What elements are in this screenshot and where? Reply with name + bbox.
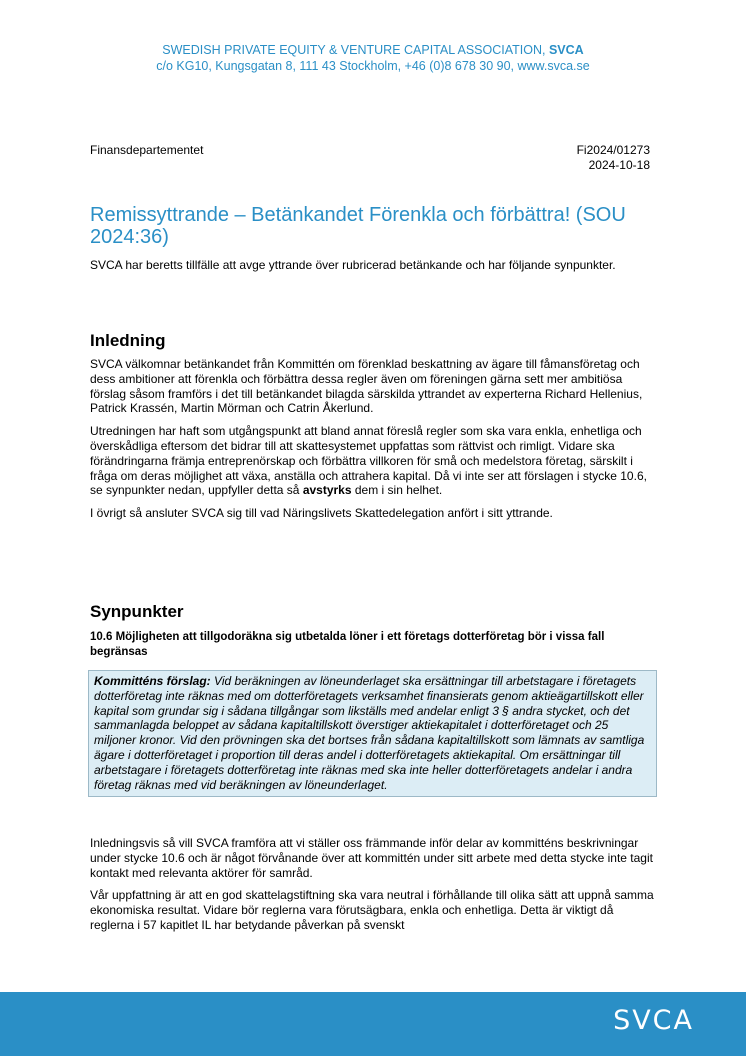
inledning-paragraph-1: SVCA välkomnar betänkandet från Kommittén om förenklad beskattning av ägare till fåmansföretag och dess ambitioner att förenkla och förbättra dessa regler även om föreningen gärna sett mer ambitiösa förslag såsom framförs i det till betänkandet bilagda särskilda yttrandet av experterna Richard Hellenius, Patrick Krassén, Martin Mörman och Catrin Åkerlund.: [90, 357, 643, 416]
svca-logo: SVCA: [613, 1005, 694, 1036]
org-abbr: SVCA: [548, 43, 584, 57]
proposal-box: [88, 670, 657, 797]
reference-number: Fi2024/01273: [576, 143, 650, 157]
intro-text: SVCA har beretts tillfälle att avge yttrande över rubricerad betänkande och har följande synpunkter.: [90, 258, 616, 272]
proposal-text: Vid beräkningen av löneunderlaget ska ersättningar till arbetstagare i företagets dotterföretag inte räknas med om dotterföretagets verksamhet finansierats genom aktieägartillskott eller kapital som grundar sig i sådana tillgångar som likställs med andelar enligt 3 § andra stycket, och det sammanlagda beloppet av sådana kapitaltillskott överstiger aktiekapitalet i dotterföretaget och 25 miljoner kronor. Vid den prövningen ska det bortses från sådana kapitaltillskott som lämnats av samtliga ägare i dotterföretaget i proportion till deras andel i dotterföretagets aktiekapital. Om ersättningar till arbetstagare i företagets dotterföretag inte räknas med ska inte heller dotterföretagets andelar i andra företag räknas med vid beräkningen av löneunderlaget.: [94, 674, 645, 792]
inledning-section: [90, 357, 655, 521]
p2-bold-text: avstyrks: [302, 483, 352, 498]
org-address: c/o KG10, Kungsgatan 8, 111 43 Stockholm, +46 (0)8 678 30 90, www.svca.se: [156, 59, 590, 73]
heading-inledning: Inledning: [90, 331, 166, 350]
synpunkter-paragraph-2: Vår uppfattning är att en god skattelagstiftning ska vara neutral i förhållande till olika sätt att uppnå samma ekonomiska resultat. Vidare bör reglerna vara förutsägbara, enkla och enhetliga. Detta är viktigt då reglerna i 57 kapitlet IL har betydande påverkan på svenskt: [90, 888, 654, 932]
intro-paragraph: [90, 258, 655, 273]
synpunkter-paragraph-1: Inledningsvis så vill SVCA framföra att vi ställer oss främmande inför delar av kommitténs beskrivningar under stycke 10.6 och är något förvånande över att kommittén under sitt arbete med detta stycke inte tagit kontakt med relevanta aktörer för samråd.: [90, 836, 653, 880]
recipient: Finansdepartementet: [90, 143, 204, 157]
proposal-label: Kommitténs förslag:: [94, 674, 211, 688]
synpunkter-section: [90, 836, 655, 933]
reference-block: [577, 143, 650, 173]
inledning-paragraph-3: I övrigt så ansluter SVCA sig till vad Näringslivets Skattedelegation anfört i sitt yttrande.: [90, 506, 553, 521]
subheading-10-6: 10.6 Möjligheten att tillgodoräkna sig utbetalda löner i ett företags dotterföretag bör i vissa fall begränsas: [90, 631, 605, 658]
document-title: Remissyttrande – Betänkandet Förenkla och förbättra! (SOU 2024:36): [90, 204, 626, 248]
inledning-paragraph-2: [90, 424, 655, 498]
letterhead: [0, 42, 746, 74]
heading-synpunkter: Synpunkter: [90, 602, 184, 621]
org-name: SWEDISH PRIVATE EQUITY & VENTURE CAPITAL ASSOCIATION,: [162, 43, 546, 57]
footer-bar: [0, 992, 746, 1056]
p2-text-start: Utredningen har haft som utgångspunkt att bland annat föreslå regler som ska vara enkla, enhetliga och överskådliga eftersom det bidrar till att skattesystemet uppfattas som rättvist och rimligt. Vidare ska förändringarna främja entreprenörskap och förbättra villkoren för små och medelstora företag, särskilt i fråga om deras möjlighet att växa, anställa och attrahera kapital. Då vi inte ser att förslagen i stycke 10.6, se synpunkter nedan, uppfyller detta så: [90, 424, 647, 498]
p2-text-end: dem i sin helhet.: [354, 483, 443, 498]
reference-date: 2024-10-18: [588, 158, 650, 172]
letterhead-org: [0, 42, 746, 58]
